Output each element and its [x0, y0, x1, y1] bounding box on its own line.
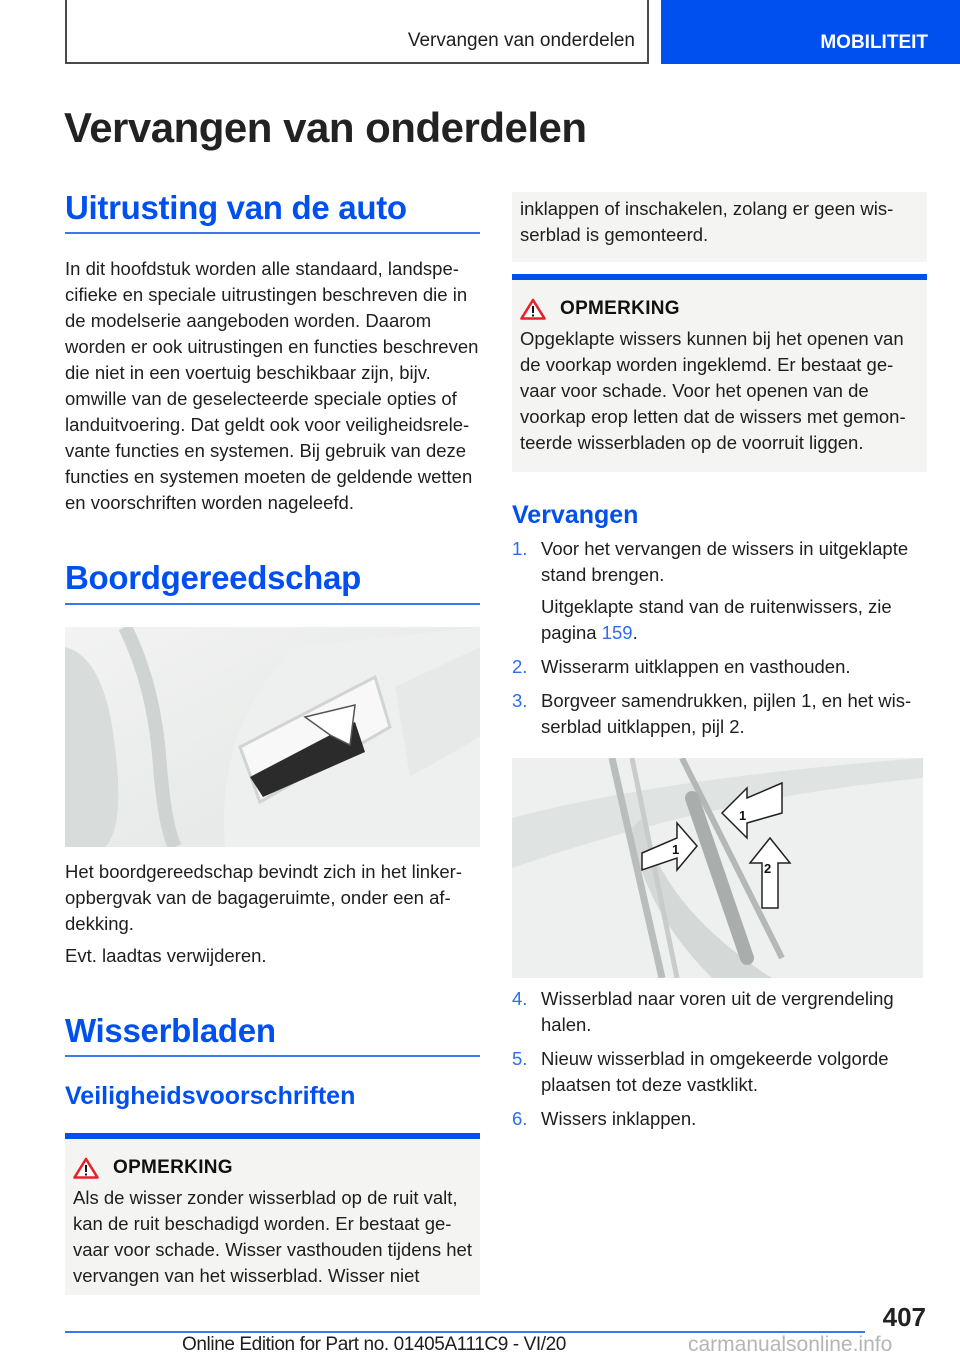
step-number: 3.: [512, 690, 528, 711]
step-text: Borgveer samendrukken, pijlen 1, en het wisserblad uitklappen, pijl 2.: [541, 690, 912, 737]
step-text: Wisserarm uitklappen en vasthouden.: [541, 656, 851, 677]
page-number: 407: [882, 1302, 926, 1332]
step-text: Voor het vervangen de wissers in uitgeklapte stand brengen.: [541, 538, 909, 585]
heading-equipment: Uitrusting van de auto: [65, 190, 480, 234]
warning-note-continued: [512, 192, 927, 262]
step-2: [512, 654, 927, 680]
page-link-159[interactable]: 159: [601, 622, 633, 643]
note-2-header: [520, 298, 919, 320]
wiper-blade-release-illustration-icon: [512, 758, 923, 978]
arrow-label-1b: 1: [739, 808, 747, 823]
step-text: Wisserblad naar voren uit de vergrendeling halen.: [541, 988, 894, 1035]
running-header-section: [65, 0, 649, 64]
note-2-body: Opgeklapte wissers kunnen bij het openen van de voorkap worden ingeklemd. Er bestaat gevaar voor schade. Voor het openen van de voorkap erop letten dat de wissers met gemonteerde wisserbladen op de voorruit liggen.: [520, 328, 906, 453]
arrow-label-1a: 1: [672, 842, 680, 857]
step-number: 1.: [512, 538, 528, 559]
page-title: Vervangen van onderdelen: [64, 104, 587, 151]
toolkit-image: [65, 627, 480, 847]
step-6: [512, 1106, 927, 1132]
note-body: Als de wisser zonder wisserblad op de ruit valt, kan de ruit beschadigd worden. Er bestaat gevaar voor schade. Wisser vasthouden tijdens het vervangen van het wisserblad. Wisser niet: [73, 1186, 472, 1286]
toolkit-paragraph-2: Evt. laadtas verwijderen.: [65, 944, 267, 966]
heading-wipers: Wisserbladen: [65, 1013, 480, 1057]
warning-triangle-icon: [73, 1157, 99, 1179]
running-header-title: Vervangen van onderdelen: [407, 30, 635, 51]
replace-steps-continued: [512, 986, 927, 1132]
chapter-tab-label: MOBILITEIT: [820, 32, 928, 53]
step-number: 4.: [512, 988, 528, 1009]
wiper-image: [512, 758, 923, 978]
step-4: [512, 986, 927, 1038]
reference-text: Uitgeklapte stand van de ruitenwissers, zie pagina: [541, 596, 892, 643]
step-number: 6.: [512, 1108, 528, 1129]
warning-triangle-icon: [520, 298, 546, 320]
right-column: [512, 192, 927, 1132]
warning-note-2: [512, 274, 927, 472]
chapter-tab: [661, 0, 960, 64]
step-text: Wissers inklappen.: [541, 1108, 697, 1129]
heading-replace: Vervangen: [512, 501, 639, 529]
arrow-label-2: 2: [764, 861, 772, 876]
step-number: 2.: [512, 656, 528, 677]
note-continued-body: inklappen of inschakelen, zolang er geen wisserblad is gemonteerd.: [520, 198, 894, 245]
step-5: [512, 1046, 927, 1098]
step-number: 5.: [512, 1048, 528, 1069]
note-2-title: OPMERKING: [560, 298, 680, 319]
warning-note: [65, 1133, 480, 1295]
heading-toolkit: Boordgereedschap: [65, 560, 480, 604]
edition-text: Online Edition for Part no. 01405A111C9 - VI/20: [182, 1334, 566, 1355]
left-column: [65, 190, 480, 1295]
step-text: Nieuw wisserblad in omgekeerde volgorde plaatsen tot deze vastklikt.: [541, 1048, 889, 1095]
replace-steps: [512, 536, 927, 740]
heading-safety: Veiligheidsvoorschriften: [65, 1081, 356, 1110]
note-title: OPMERKING: [113, 1156, 233, 1178]
equipment-paragraph: In dit hoofdstuk worden alle standaard, landspecifieke en speciale uitrustingen beschreven die in de modelserie aangeboden worden. Daarom worden er ook uitrustingen en functies beschreven die niet in een voertuig beschikbaar zijn, bijv. omwille van de geselecteerde speciale opties of landuitvoering. Dat geldt ook voor veiligheidsrelevante functies en systemen. Bij gebruik van deze functies en systemen moeten de geldende wetten en voorschriften worden nageleefd.: [65, 258, 479, 514]
step-1-reference: [512, 594, 927, 646]
note-header: [73, 1157, 472, 1179]
toolkit-compartment-illustration-icon: [65, 627, 480, 847]
step-1: [512, 536, 927, 588]
step-3: [512, 688, 927, 740]
watermark: carmanualsonline.info: [688, 1333, 893, 1356]
reference-suffix: .: [632, 622, 638, 643]
toolkit-paragraph: Het boordgereedschap bevindt zich in het linkeropbergvak van de bagageruimte, onder een afdekking.: [65, 860, 462, 934]
